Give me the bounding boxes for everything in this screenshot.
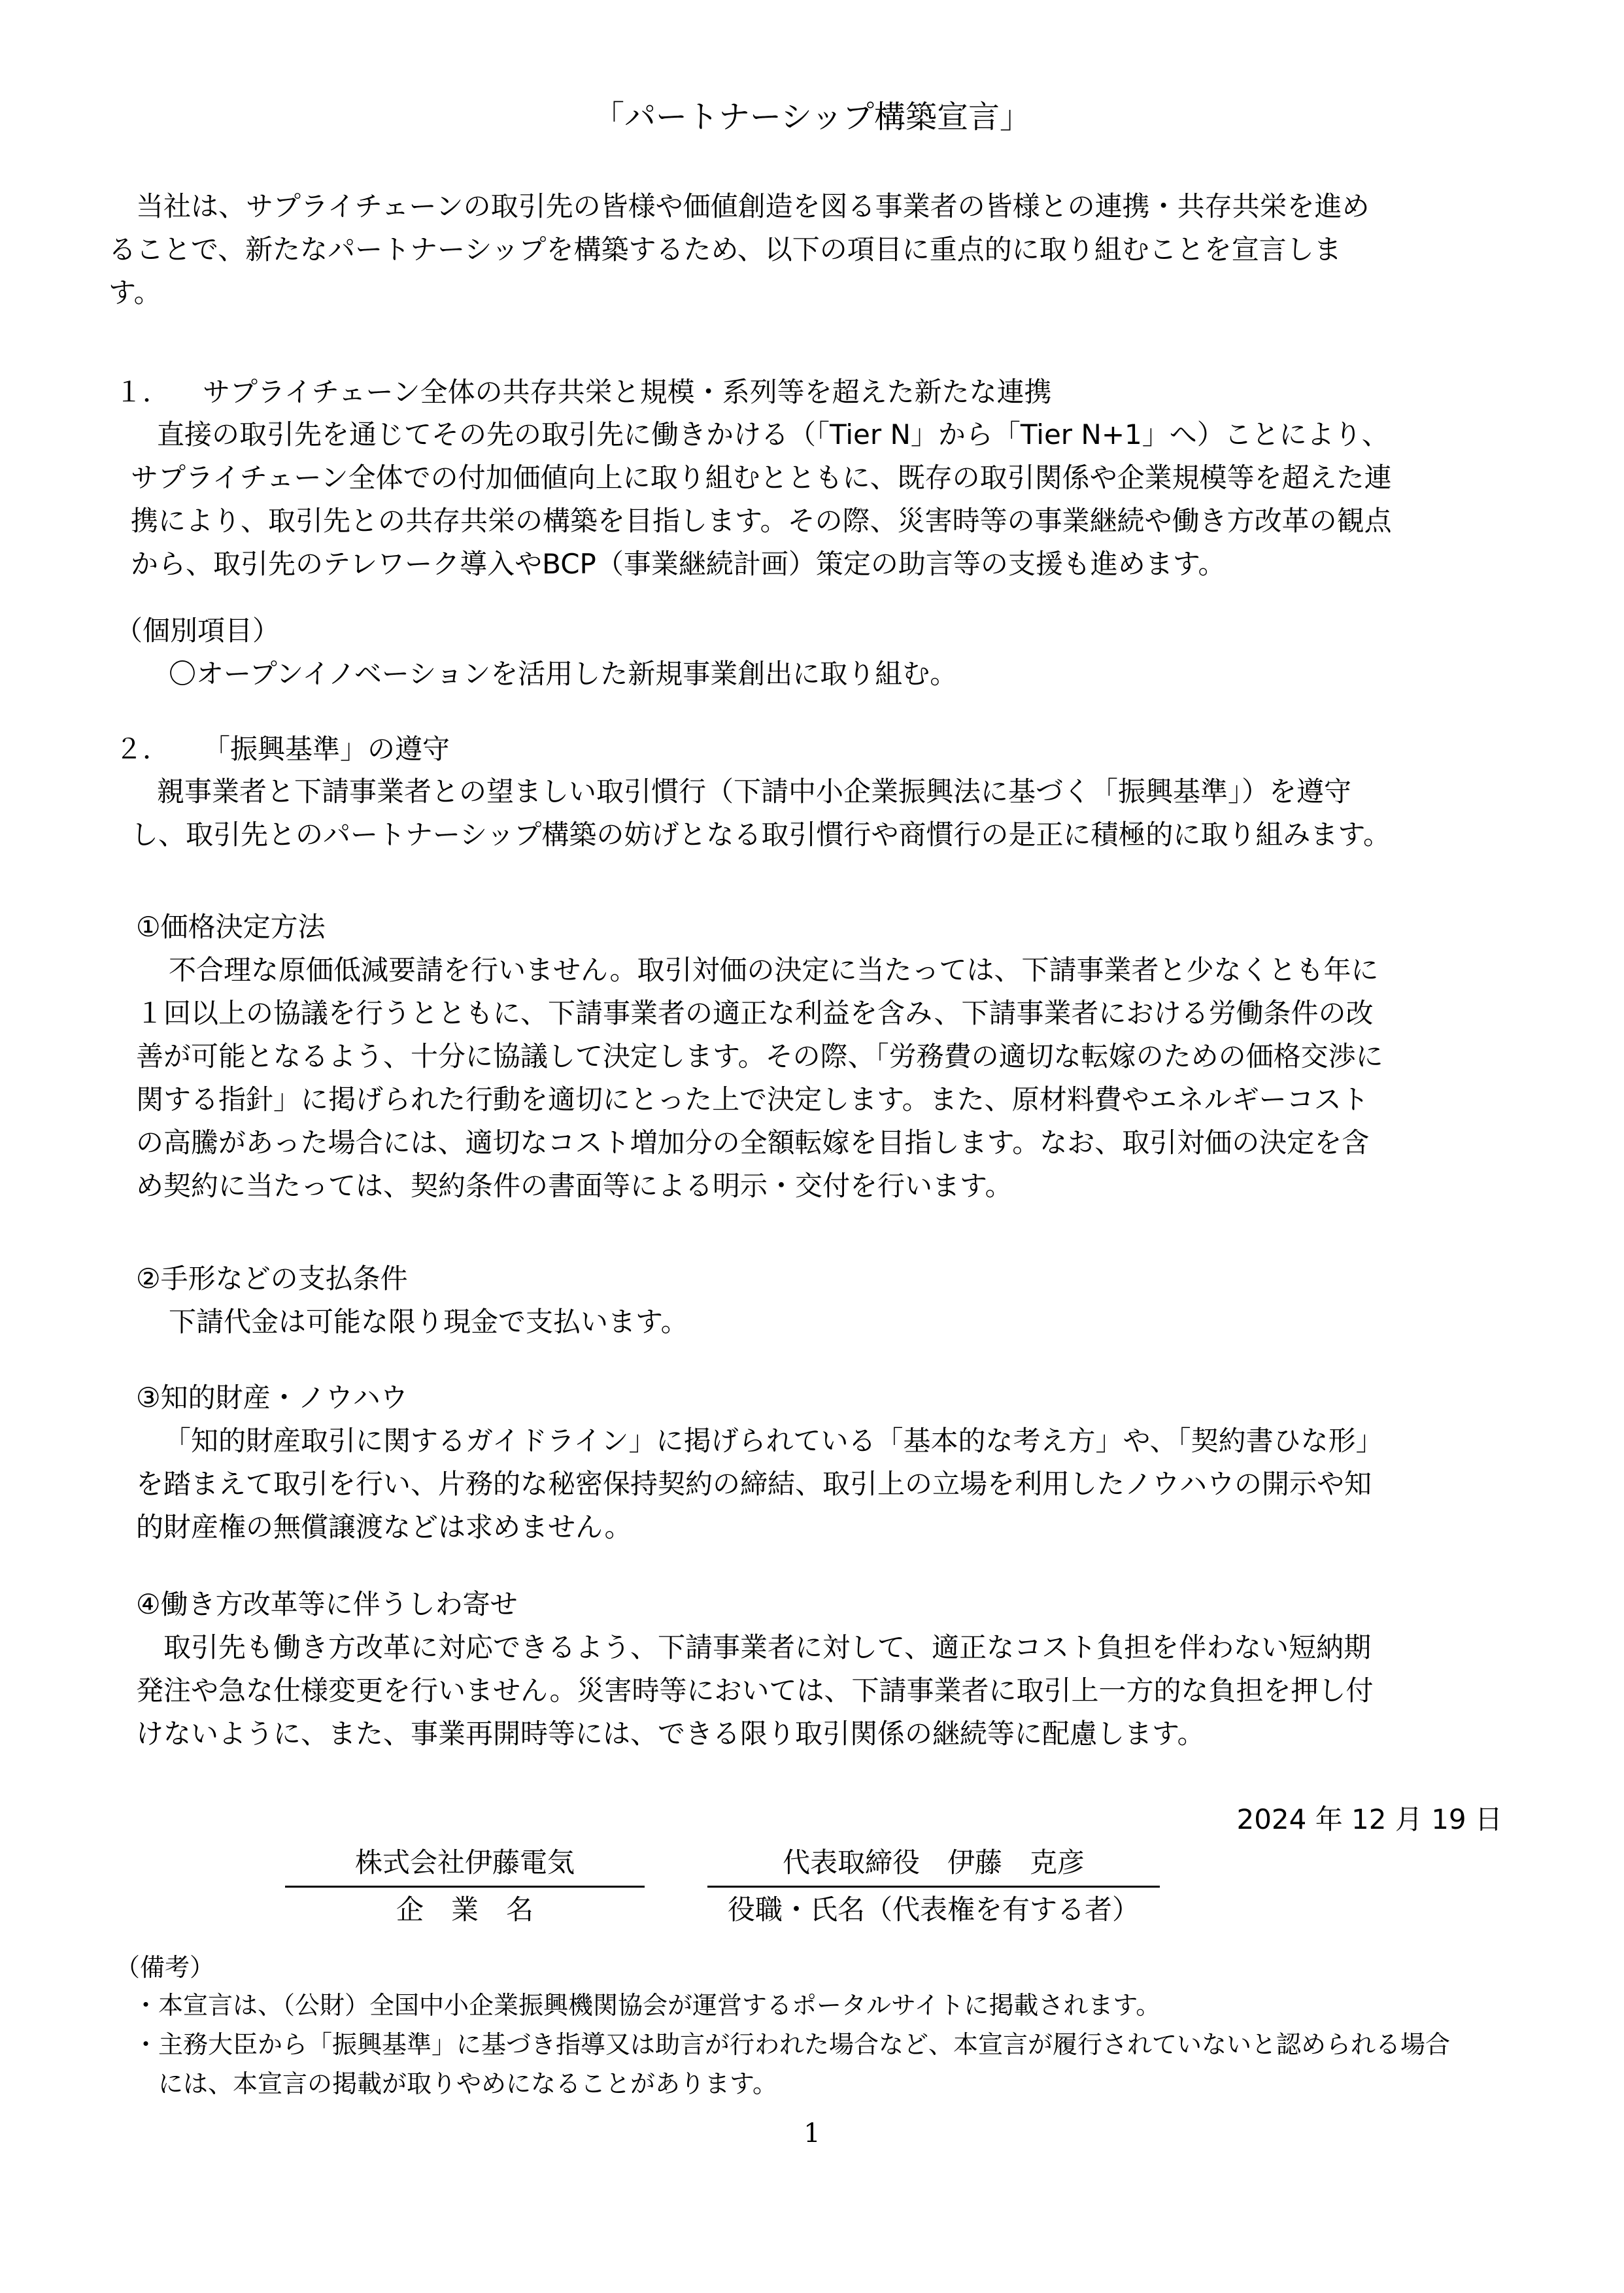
item-2-line-1: 下請代金は可能な限り現金で支払います。 <box>169 1306 688 1338</box>
item-2-heading: ②手形などの支払条件 <box>136 1263 408 1295</box>
representative-caption: 役職・氏名（代表権を有する者） <box>727 1894 1140 1926</box>
item-1-line-1: 不合理な原価低減要請を行いません。取引対価の決定に当たっては、下請事業者と少なくとも年に <box>169 954 1379 986</box>
section-1-number: １． <box>115 376 171 408</box>
item-1-line-6: め契約に当たっては、契約条件の書面等による明示・交付を行います。 <box>136 1170 1013 1202</box>
item-1-line-5: の高騰があった場合には、適切なコスト増加分の全額転嫁を目指します。なお、取引対価の決定を含 <box>136 1127 1370 1159</box>
representative-name: 代表取締役 伊藤 克彦 <box>707 1841 1160 1888</box>
section-1-line-2: サプライチェーン全体での付加価値向上に取り組むとともに、既存の取引関係や企業規模等を超えた連 <box>131 462 1392 494</box>
item-4-heading: ④働き方改革等に伴うしわ寄せ <box>136 1588 518 1620</box>
intro-line-1: 当社は、サプライチェーンの取引先の皆様や価値創造を図る事業者の皆様との連携・共存共栄を進め <box>136 190 1370 222</box>
section-1-heading: サプライチェーン全体の共存共栄と規模・系列等を超えた新たな連携 <box>203 376 1052 408</box>
item-1-heading: ①価格決定方法 <box>136 911 326 943</box>
note-line-3: には、本宣言の掲載が取りやめになることがあります。 <box>133 2069 777 2098</box>
note-line-1: ・本宣言は、（公財）全国中小企業振興機関協会が運営するポータルサイトに掲載されます。 <box>133 1991 1161 2020</box>
section-1-line-3: 携により、取引先との共存共栄の構築を目指します。その際、災害時等の事業継続や働き方改革の観点 <box>131 505 1392 537</box>
item-4-line-1: 取引先も働き方改革に対応できるよう、下請事業者に対して、適正なコスト負担を伴わない短納期 <box>163 1631 1372 1663</box>
item-4-line-2: 発注や急な仕様変更を行いません。災害時等においては、下請事業者に取引上一方的な負担を押し付 <box>136 1674 1374 1707</box>
item-1-line-4: 関する指針」に掲げられた行動を適切にとった上で決定します。また、原材料費やエネルギーコスト <box>136 1083 1369 1115</box>
page-number: 1 <box>804 2118 820 2149</box>
section-2-heading: 「振興基準」の遵守 <box>203 733 450 765</box>
section-1-line-4: から、取引先のテレワーク導入やBCP（事業継続計画）策定の助言等の支援も進めます。 <box>131 548 1226 580</box>
section-1-line-1: 直接の取引先を通じてその先の取引先に働きかける（「Tier N」から「Tier N+1」へ）ことにより、 <box>157 418 1389 450</box>
notes-label: （備考） <box>115 1953 215 1982</box>
company-caption: 企 業 名 <box>396 1894 533 1926</box>
intro-line-2: ることで、新たなパートナーシップを構築するため、以下の項目に重点的に取り組むことを宣言しま <box>109 233 1342 265</box>
intro-line-3: す。 <box>109 277 161 309</box>
page-title: 「パートナーシップ構築宣言」 <box>592 99 1032 135</box>
note-line-2: ・主務大臣から「振興基準」に基づき指導又は助言が行われた場合など、本宣言が履行されていないと認められる場合 <box>133 2030 1451 2059</box>
item-3-line-1: 「知的財産取引に関するガイドライン」に掲げられている「基本的な考え方」や、「契約書ひな形」 <box>163 1425 1383 1457</box>
individual-items-label: （個別項目） <box>115 615 280 647</box>
item-1-line-2: １回以上の協議を行うとともに、下請事業者の適正な利益を含み、下請事業者における労働条件の改 <box>136 997 1374 1029</box>
individual-item: 〇オープンイノベーションを活用した新規事業創出に取り組む。 <box>169 658 958 690</box>
item-3-heading: ③知的財産・ノウハウ <box>136 1382 408 1414</box>
declaration-date: 2024 年 12 月 19 日 <box>1236 1803 1502 1835</box>
item-3-line-3: 的財産権の無償譲渡などは求めません。 <box>136 1511 632 1543</box>
item-4-line-3: けないように、また、事業再開時等には、できる限り取引関係の継続等に配慮します。 <box>136 1718 1205 1750</box>
company-name: 株式会社伊藤電気 <box>285 1841 645 1888</box>
item-1-line-3: 善が可能となるよう、十分に協議して決定します。その際、「労務費の適切な転嫁のための価格交渉に <box>136 1040 1383 1072</box>
item-3-line-2: を踏まえて取引を行い、片務的な秘密保持契約の締結、取引上の立場を利用したノウハウの開示や知 <box>136 1468 1372 1500</box>
section-2-number: ２． <box>115 733 171 765</box>
section-2-line-2: し、取引先とのパートナーシップ構築の妨げとなる取引慣行や商慣行の是正に積極的に取り組みます。 <box>131 819 1391 851</box>
section-2-line-1: 親事業者と下請事業者との望ましい取引慣行（下請中小企業振興法に基づく「振興基準」）を遵守 <box>157 775 1352 807</box>
